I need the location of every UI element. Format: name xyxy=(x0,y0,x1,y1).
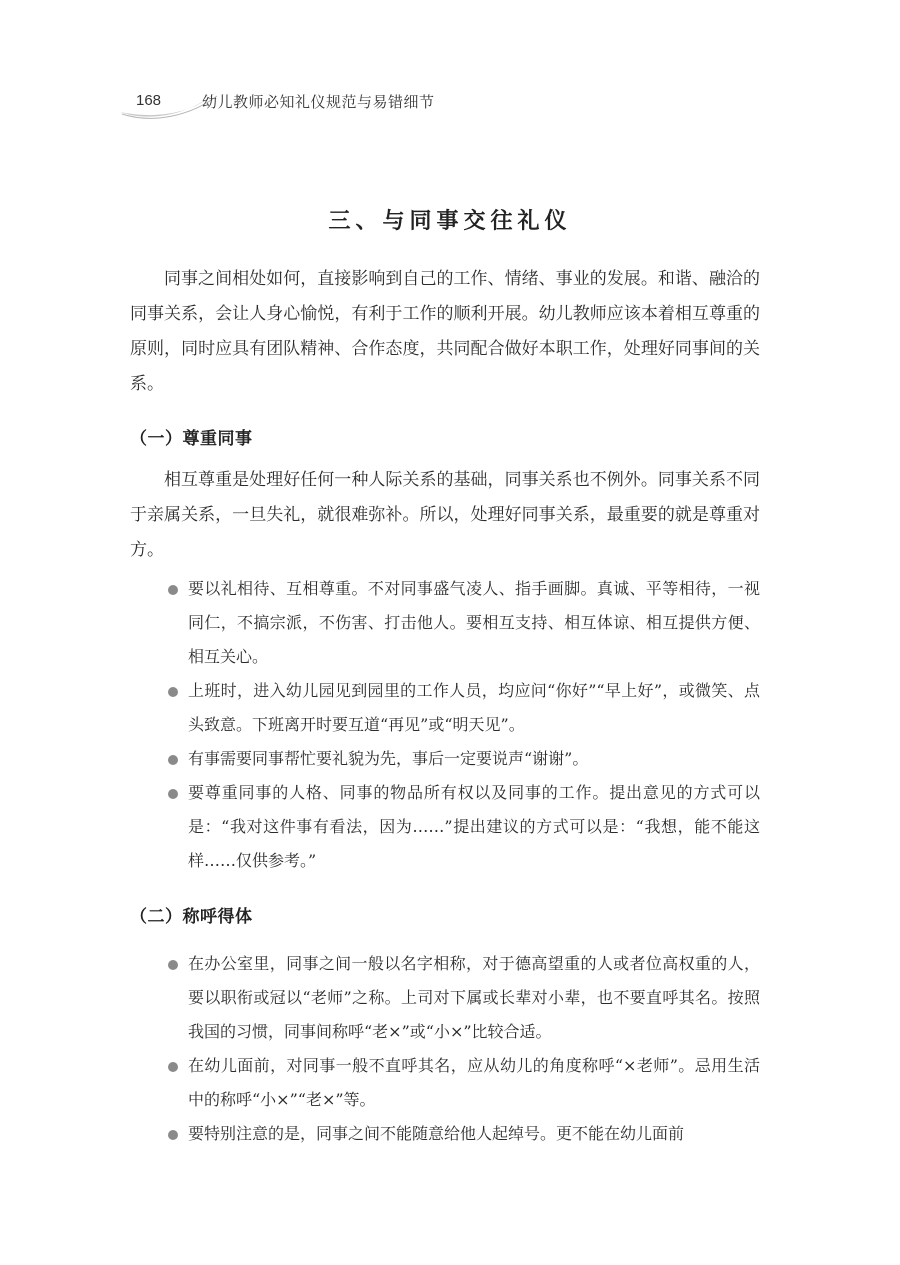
bullet-dot-icon xyxy=(168,585,178,595)
list-item xyxy=(130,947,760,1049)
bullet-dot-icon xyxy=(168,1130,178,1140)
bullet-dot-icon xyxy=(168,755,178,765)
list-item-text: 要以礼相待、互相尊重。不对同事盛气凌人、指手画脚。真诚、平等相待，一视同仁，不搞宗派，不伤害、打击他人。要相互支持、相互体谅、相互提供方便、相互关心。 xyxy=(188,579,760,666)
page-number: 168 xyxy=(136,92,162,109)
list-item xyxy=(130,776,760,878)
subsection-heading-address: （二）称呼得体 xyxy=(130,907,253,927)
bullet-dot-icon xyxy=(168,960,178,970)
list-item xyxy=(130,1049,760,1117)
list-item xyxy=(130,674,760,742)
list-item xyxy=(130,742,760,776)
subsection-heading-respect: （一）尊重同事 xyxy=(130,429,253,449)
list-item-text: 在办公室里，同事之间一般以名字相称，对于德高望重的人或者位高权重的人，要以职衔或冠以“老师”之称。上司对下属或长辈对小辈，也不要直呼其名。按照我国的习惯，同事间称呼“老×”或“小×”比较合适。 xyxy=(188,954,760,1041)
list-item xyxy=(130,1117,760,1151)
bullet-dot-icon xyxy=(168,687,178,697)
running-title: 幼儿教师必知礼仪规范与易错细节 xyxy=(202,93,435,111)
running-header xyxy=(118,86,498,126)
intro-paragraph: 同事之间相处如何，直接影响到自己的工作、情绪、事业的发展。和谐、融洽的同事关系，会让人身心愉悦，有利于工作的顺利开展。幼儿教师应该本着相互尊重的原则，同时应具有团队精神、合作态度，共同配合做好本职工作，处理好同事间的关系。 xyxy=(130,269,760,394)
list-item-text: 有事需要同事帮忙要礼貌为先，事后一定要说声“谢谢”。 xyxy=(188,749,589,768)
list-item-text: 要特别注意的是，同事之间不能随意给他人起绰号。更不能在幼儿面前 xyxy=(188,1124,685,1143)
bullet-dot-icon xyxy=(168,789,178,799)
list-item-text: 要尊重同事的人格、同事的物品所有权以及同事的工作。提出意见的方式可以是：“我对这件事有看法，因为……”提出建议的方式可以是：“我想，能不能这样……仅供参考。” xyxy=(188,783,760,870)
page-content xyxy=(130,262,760,1151)
address-bullet-list xyxy=(130,947,760,1151)
list-item xyxy=(130,572,760,674)
list-item-text: 上班时，进入幼儿园见到园里的工作人员，均应问“你好”“早上好”，或微笑、点头致意。下班离开时要互道“再见”或“明天见”。 xyxy=(188,681,760,734)
list-item-text: 在幼儿面前，对同事一般不直呼其名，应从幼儿的角度称呼“×老师”。忌用生活中的称呼“小×”“老×”等。 xyxy=(188,1056,760,1109)
respect-bullet-list xyxy=(130,572,760,878)
section-title: 三、与同事交往礼仪 xyxy=(328,209,572,234)
respect-paragraph: 相互尊重是处理好任何一种人际关系的基础，同事关系也不例外。同事关系不同于亲属关系，一旦失礼，就很难弥补。所以，处理好同事关系，最重要的就是尊重对方。 xyxy=(130,470,760,560)
bullet-dot-icon xyxy=(168,1062,178,1072)
